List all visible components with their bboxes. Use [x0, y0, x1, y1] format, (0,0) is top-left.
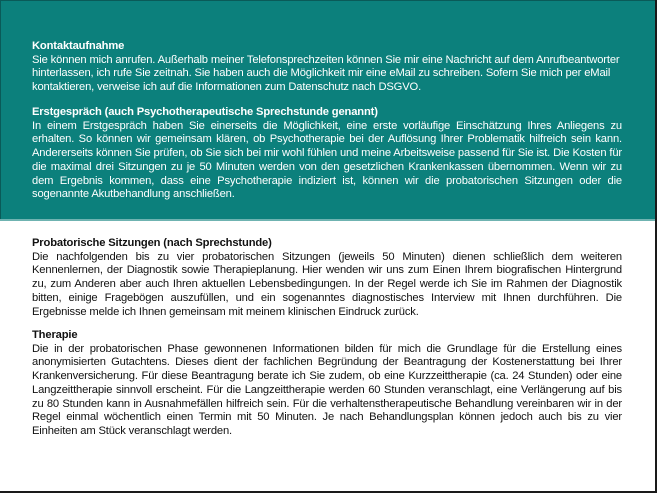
- section-heading: Erstgespräch (auch Psychotherapeutische Sprechstunde genannt): [32, 106, 378, 118]
- section-probatorische-sitzungen: [32, 237, 622, 319]
- section-kontaktaufnahme: [32, 40, 622, 95]
- section-text: Sie können mich anrufen. Außerhalb meiner Telefonsprechzeiten können Sie mir eine Nachricht auf dem Anrufbeantworter hinterlassen, ich rufe Sie zeitnah. Sie haben auch die Möglichkeit mir eine eMail zu schreiben. Sofern Sie mich per eMail kontaktieren, verweise ich auf die Informationen zum Datenschutz nach DSGVO.: [32, 53, 620, 94]
- section-heading: Kontaktaufnahme: [32, 40, 125, 52]
- section-therapie: [32, 329, 622, 439]
- section-erstgespraech: [32, 106, 622, 202]
- section-text: In einem Erstgespräch haben Sie einerseits die Möglichkeit, eine erste vorläufige Einschätzung Ihres Anliegens zu erhalten. So können wir gemeinsam klären, ob Psychotherapie bei der Auflösung Ihrer Problematik hilfreich sein kann. Andererseits können Sie prüfen, ob Sie sich bei mir wohl fühlen und meine Arbeitsweise passend für Sie ist. Die Kosten für die maximal drei Sitzungen zu je 50 Minuten werden von den gesetzlichen Krankenkassen übernommen. Wenn wir zu dem Ergebnis kommen, dass eine Psychotherapie indiziert ist, können wir die probatorischen Sitzungen oder die sogenannte Akutbehandlung anschließen.: [32, 119, 622, 201]
- section-text: Die in der probatorischen Phase gewonnenen Informationen bilden für mich die Grundlage für die Erstellung eines anonymisierten Gutachtens. Dieses dient der fachlichen Begründung der Beantragung der Kostenerstattung bei Ihrer Krankenversicherung. Für diese Beantragung berate ich Sie zudem, ob eine Kurzzeittherapie (ca. 24 Stunden) oder eine Langzeittherapie sinnvoll erscheint. Für die Langzeittherapie werden 60 Stunden veranschlagt, eine Verlängerung auf bis zu 80 Stunden kann in Ausnahmefällen hilfreich sein. Für die verhaltenstherapeutische Behandlung vereinbaren wir in der Regel einmal wöchentlich einen Termin mit 50 Minuten. Je nach Behandlungsplan können jedoch auch bis zu vier Einheiten am Stück veranschlagt werden.: [32, 342, 622, 437]
- section-text: Die nachfolgenden bis zu vier probatorischen Sitzungen (jeweils 50 Minuten) dienen schließlich dem weiteren Kennenlernen, der Diagnostik sowie Therapieplanung. Hier wenden wir uns zum Einen Ihrem biografischen Hintergrund zu, zum Anderen aber auch Ihren aktuellen Lebensbedingungen. In der Regel werde ich Sie im Rahmen der Diagnostik bitten, einige Fragebögen auszufüllen, und ein sogenanntes diagnostisches Interview mit Ihnen durchführen. Die Ergebnisse melde ich Ihnen gemeinsam mit meinem klinischen Eindruck zurück.: [32, 250, 622, 318]
- band-divider: [0, 219, 655, 221]
- section-heading: Probatorische Sitzungen (nach Sprechstunde): [32, 237, 272, 249]
- section-heading: Therapie: [32, 329, 78, 341]
